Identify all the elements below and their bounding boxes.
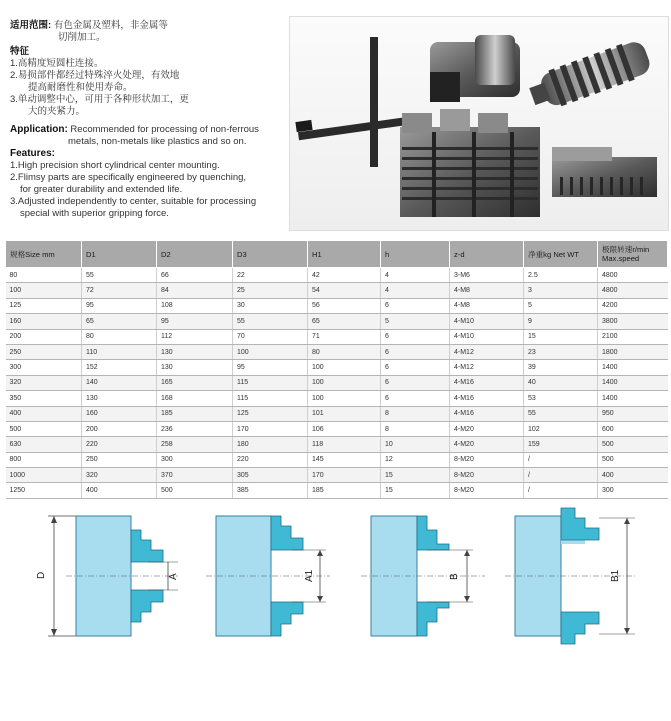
en-app-text-2: metals, non-metals like plastics and so on. [68, 136, 247, 147]
table-cell: 100 [6, 283, 82, 298]
table-cell: 8-M20 [450, 468, 524, 483]
table-cell: 950 [598, 406, 668, 421]
header-h1: H1 [308, 241, 381, 268]
table-cell: 8-M20 [450, 483, 524, 498]
table-cell: 1400 [598, 375, 668, 390]
table-cell: 3 [524, 283, 598, 298]
table-cell: 125 [233, 406, 308, 421]
table-cell: 385 [233, 483, 308, 498]
table-cell: 130 [82, 391, 157, 406]
table-cell: 4-M10 [450, 314, 524, 329]
table-cell: 115 [233, 375, 308, 390]
table-cell: 53 [524, 391, 598, 406]
table-cell: 1400 [598, 360, 668, 375]
table-cell: 9 [524, 314, 598, 329]
table-cell: 305 [233, 468, 308, 483]
table-cell: 10 [381, 437, 450, 452]
diagram-1-sub-label: A [168, 573, 179, 580]
table-cell: 118 [308, 437, 381, 452]
table-cell: 170 [308, 468, 381, 483]
cn-scope-text-2: 切削加工。 [58, 32, 106, 43]
table-cell: 4-M16 [450, 406, 524, 421]
table-cell: 145 [308, 452, 381, 467]
spec-table-body [6, 268, 668, 499]
diagram-d-a [28, 486, 188, 716]
en-feature-3b: special with superior gripping force. [20, 208, 169, 219]
diagram-a1 [200, 486, 360, 716]
diagram-1-label: D [36, 571, 47, 579]
table-cell: 5 [381, 314, 450, 329]
cn-scope-text: 有色金属及塑料，非金属等 [53, 20, 168, 31]
table-cell: 65 [308, 314, 381, 329]
en-app-text: Recommended for processing of non-ferrous [70, 124, 259, 135]
diagram-3-label: B [449, 573, 460, 580]
table-cell: 370 [157, 468, 233, 483]
table-cell: 500 [598, 437, 668, 452]
table-cell: 152 [82, 360, 157, 375]
table-cell: 6 [381, 360, 450, 375]
table-cell: 39 [524, 360, 598, 375]
table-cell: 320 [82, 468, 157, 483]
table-cell: 220 [233, 452, 308, 467]
table-row [6, 344, 668, 359]
jaw-set-icon [400, 109, 540, 217]
table-cell: 500 [598, 452, 668, 467]
spec-table [5, 240, 668, 499]
table-cell: 600 [598, 421, 668, 436]
table-cell: 84 [157, 283, 233, 298]
table-cell: 630 [6, 437, 82, 452]
en-feature-1: 1.High precision short cylindrical center mounting. [10, 160, 220, 171]
header-d1: D1 [82, 241, 157, 268]
table-cell: 160 [6, 314, 82, 329]
table-cell: 6 [381, 329, 450, 344]
table-cell: 185 [157, 406, 233, 421]
spec-table-wrapper [5, 240, 667, 499]
cn-scope-title: 适用范围: [10, 20, 52, 31]
table-cell: 8-M20 [450, 452, 524, 467]
table-cell: 130 [157, 344, 233, 359]
table-cell: 80 [308, 344, 381, 359]
table-cell: 1250 [6, 483, 82, 498]
table-cell: 4-M12 [450, 360, 524, 375]
table-cell: 185 [308, 483, 381, 498]
table-cell: 125 [6, 298, 82, 313]
table-cell: 4-M16 [450, 375, 524, 390]
table-cell: 66 [157, 268, 233, 283]
table-cell: 1000 [6, 468, 82, 483]
table-cell: 4-M16 [450, 391, 524, 406]
table-cell: 30 [233, 298, 308, 313]
table-cell: 800 [6, 452, 82, 467]
table-cell: 6 [381, 344, 450, 359]
en-feature-2b: for greater durability and extended life. [20, 184, 183, 195]
table-row [6, 421, 668, 436]
table-cell: 159 [524, 437, 598, 452]
table-cell: 170 [233, 421, 308, 436]
table-cell: 2.5 [524, 268, 598, 283]
table-cell: 320 [6, 375, 82, 390]
intro-text [10, 20, 282, 220]
table-cell: 130 [157, 360, 233, 375]
table-row [6, 268, 668, 283]
table-cell: 55 [82, 268, 157, 283]
table-cell: 22 [233, 268, 308, 283]
table-cell: 4 [381, 283, 450, 298]
table-cell: 55 [524, 406, 598, 421]
table-cell: 106 [308, 421, 381, 436]
table-cell: 1800 [598, 344, 668, 359]
table-cell: 3800 [598, 314, 668, 329]
table-cell: 100 [308, 360, 381, 375]
en-feature-2a: 2.Flimsy parts are specifically engineered by quenching, [10, 172, 247, 183]
table-cell: 4-M8 [450, 298, 524, 313]
table-cell: 15 [381, 468, 450, 483]
table-cell: 4-M20 [450, 437, 524, 452]
header-d3: D3 [233, 241, 308, 268]
table-cell: 350 [6, 391, 82, 406]
diagram-b1 [505, 486, 665, 716]
cn-feature-3a: 3.单动调整中心，可用于各种形状加工，更 [10, 94, 189, 105]
table-cell: 165 [157, 375, 233, 390]
table-cell: 12 [381, 452, 450, 467]
table-cell: 300 [6, 360, 82, 375]
cn-features-title: 特征 [10, 46, 30, 57]
table-cell: 6 [381, 298, 450, 313]
table-cell: 110 [82, 344, 157, 359]
table-cell: 400 [598, 468, 668, 483]
table-cell: 100 [308, 391, 381, 406]
table-cell: / [524, 483, 598, 498]
table-cell: 160 [82, 406, 157, 421]
table-cell: 140 [82, 375, 157, 390]
table-cell: 200 [82, 421, 157, 436]
table-cell: 250 [6, 344, 82, 359]
jaw-part-icon [430, 35, 520, 102]
table-cell: 4200 [598, 298, 668, 313]
table-cell: 95 [157, 314, 233, 329]
table-cell: 71 [308, 329, 381, 344]
table-row [6, 298, 668, 313]
table-cell: 101 [308, 406, 381, 421]
table-row [6, 329, 668, 344]
table-row [6, 452, 668, 467]
table-cell: 15 [381, 483, 450, 498]
table-row [6, 406, 668, 421]
table-cell: 4-M12 [450, 344, 524, 359]
table-row [6, 314, 668, 329]
table-cell: 8 [381, 406, 450, 421]
table-cell: 112 [157, 329, 233, 344]
table-cell: 65 [82, 314, 157, 329]
table-cell: 6 [381, 375, 450, 390]
table-cell: 4800 [598, 283, 668, 298]
table-cell: 220 [82, 437, 157, 452]
toothed-jaw-icon [552, 147, 657, 197]
diagram-2-label: A1 [304, 569, 315, 582]
en-feature-3a: 3.Adjusted independently to center, suitable for processing [10, 196, 257, 207]
table-cell: 168 [157, 391, 233, 406]
diagram-b [355, 486, 515, 716]
header-h: h [381, 241, 450, 268]
table-cell: 200 [6, 329, 82, 344]
table-cell: 500 [157, 483, 233, 498]
table-cell: 4-M20 [450, 421, 524, 436]
table-row [6, 437, 668, 452]
header-max-speed: 极限转速r/min Max.speed [598, 241, 668, 268]
table-cell: 23 [524, 344, 598, 359]
table-cell: 3-M6 [450, 268, 524, 283]
table-cell: 40 [524, 375, 598, 390]
table-cell: 1400 [598, 391, 668, 406]
table-header-row [6, 241, 668, 268]
table-cell: 4-M10 [450, 329, 524, 344]
table-cell: 70 [233, 329, 308, 344]
table-cell: 80 [6, 268, 82, 283]
table-cell: 95 [233, 360, 308, 375]
header-size: 规格Size mm [6, 241, 82, 268]
table-cell: 180 [233, 437, 308, 452]
table-cell: 6 [381, 391, 450, 406]
table-cell: 56 [308, 298, 381, 313]
table-cell: 250 [82, 452, 157, 467]
table-row [6, 375, 668, 390]
table-cell: 300 [598, 483, 668, 498]
table-cell: 5 [524, 298, 598, 313]
cn-feature-3b: 大的夹紧力。 [28, 106, 86, 117]
table-cell: 258 [157, 437, 233, 452]
table-cell: 4-M8 [450, 283, 524, 298]
header-d2: D2 [157, 241, 233, 268]
cn-feature-2b: 提高耐磨性和使用寿命。 [28, 82, 133, 93]
header-net-wt: 净重kg Net WT [524, 241, 598, 268]
table-cell: 55 [233, 314, 308, 329]
table-cell: 102 [524, 421, 598, 436]
table-cell: 115 [233, 391, 308, 406]
table-row [6, 468, 668, 483]
table-cell: 100 [308, 375, 381, 390]
table-cell: 42 [308, 268, 381, 283]
screw-icon [526, 37, 654, 114]
table-cell: 72 [82, 283, 157, 298]
table-cell: 300 [157, 452, 233, 467]
table-cell: 2100 [598, 329, 668, 344]
table-cell: 400 [6, 406, 82, 421]
header-zd: z-d [450, 241, 524, 268]
table-cell: 100 [233, 344, 308, 359]
table-row [6, 360, 668, 375]
table-cell: 15 [524, 329, 598, 344]
table-cell: 8 [381, 421, 450, 436]
table-cell: 400 [82, 483, 157, 498]
en-features-title: Features: [10, 148, 56, 159]
top-section [0, 0, 671, 232]
table-row [6, 283, 668, 298]
table-cell: 108 [157, 298, 233, 313]
table-cell: 25 [233, 283, 308, 298]
table-cell: 500 [6, 421, 82, 436]
diagram-4-label: B1 [610, 569, 621, 582]
table-cell: 95 [82, 298, 157, 313]
t-wrench-icon [295, 37, 408, 167]
en-app-title: Application: [10, 124, 68, 135]
cn-feature-2a: 2.易损部件都经过特殊淬火处理，有效地 [10, 70, 180, 81]
table-cell: / [524, 468, 598, 483]
dimension-diagrams [0, 486, 671, 716]
table-cell: 54 [308, 283, 381, 298]
table-cell: 236 [157, 421, 233, 436]
table-cell: 4 [381, 268, 450, 283]
table-row [6, 391, 668, 406]
product-photo [289, 16, 669, 231]
table-cell: 4800 [598, 268, 668, 283]
table-cell: 80 [82, 329, 157, 344]
table-cell: / [524, 452, 598, 467]
cn-feature-1: 1.高精度短圆柱连接。 [10, 58, 104, 69]
